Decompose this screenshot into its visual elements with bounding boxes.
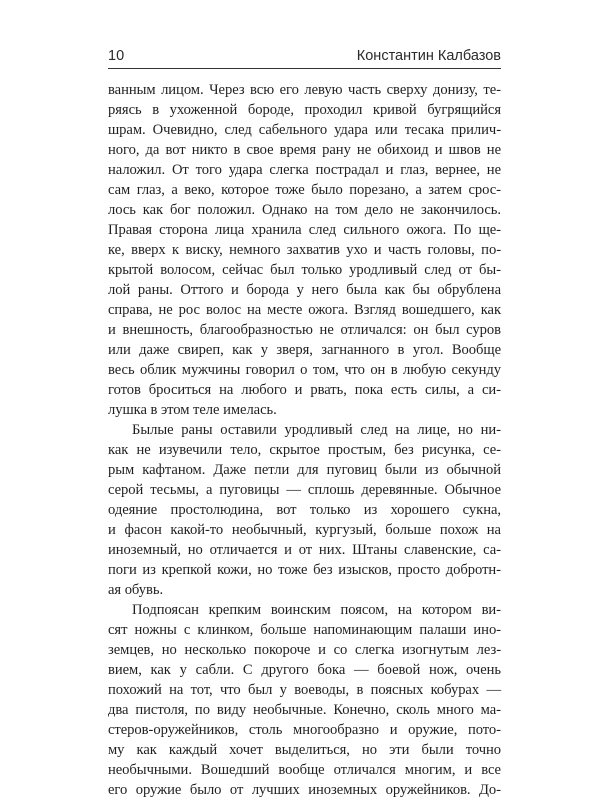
text-line: лушка в этом теле имелась. xyxy=(108,402,277,418)
text-line: одеяние простолюдина, вот только из хорошего сукна, xyxy=(108,502,501,518)
text-line: му как каждый хочет выделиться, но эти были точно xyxy=(108,742,501,758)
text-line: сят ножны с клинком, больше напоминающим палаши ино- xyxy=(108,622,501,638)
text-line: серой тесьмы, а пуговицы — сплошь деревянные. Обычное xyxy=(108,482,501,498)
text-line: или даже свиреп, как у зверя, загнанного в угол. Вообще xyxy=(108,342,501,358)
text-line: стеров-оружейников, столь многообразно и оружие, пото- xyxy=(108,722,501,738)
text-line: поги из крепкой кожи, но тоже без изысков, просто добротн- xyxy=(108,562,501,578)
text-line: сам глаз, а веко, которое тоже было порезано, а затем срос- xyxy=(108,182,501,198)
text-line: земцев, но несколько покороче и со слегка изогнутым лез- xyxy=(108,642,501,658)
text-line: лой раны. Оттого и борода у него была как бы обрублена xyxy=(108,282,501,298)
text-line: вием, как у сабли. С другого бока — боевой нож, очень xyxy=(108,662,501,678)
text-line: два пистоля, по виду необычные. Конечно, сколь много ма- xyxy=(108,702,501,718)
text-line: и внешность, благообразностью не отличался: он был суров xyxy=(108,322,501,338)
page-number: 10 xyxy=(108,48,125,64)
text-line: ряясь в ухоженной бороде, проходил кривой бугрящийся xyxy=(108,102,501,118)
body-text xyxy=(108,80,501,800)
text-line: справа, не рос волос на месте ожога. Взгляд вошедшего, как xyxy=(108,302,501,318)
text-line: иноземный, но отличается и от них. Штаны славенские, са- xyxy=(108,542,501,558)
text-line: наложил. От того удара слегка пострадал и глаз, вернее, не xyxy=(108,162,501,178)
text-line: и фасон какой-то необычный, кургузый, больше похож на xyxy=(108,522,501,538)
text-line: шрам. Очевидно, след сабельного удара или тесака прилич- xyxy=(108,122,501,138)
text-line: ного, да вот никто в свое время рану не обихоид и швов не xyxy=(108,142,501,158)
text-line: весь облик мужчины говорил о том, что он в любую секунду xyxy=(108,362,501,378)
header-rule xyxy=(108,68,501,69)
text-line: как не изувечили тело, скрытое простым, без рисунка, се- xyxy=(108,442,501,458)
text-line: необычными. Вошедший вообще отличался многим, и все xyxy=(108,762,501,778)
text-line: Подпоясан крепким воинским поясом, на котором ви- xyxy=(132,602,501,618)
text-line: Правая сторона лица хранила след сильного ожога. По ще- xyxy=(108,222,501,238)
text-line: Былые раны оставили уродливый след на лице, но ни- xyxy=(132,422,501,438)
text-line: его оружие было от лучших иноземных оружейников. До- xyxy=(108,782,501,798)
text-line: ая обувь. xyxy=(108,582,164,598)
text-line: ванным лицом. Через всю его левую часть сверху донизу, те- xyxy=(108,82,501,98)
text-line: лось как бог положил. Однако на том дело не закончилось. xyxy=(108,202,501,218)
author-name: Константин Калбазов xyxy=(356,48,501,64)
text-line: рым кафтаном. Даже петли для пуговиц были из обычной xyxy=(108,462,501,478)
text-line: похожий на тот, что был у воеводы, в поясных кобурах — xyxy=(108,682,501,698)
text-line: готов броситься на любого и рвать, пока есть силы, а си- xyxy=(108,382,501,398)
text-line: ке, вверх к виску, немного захватив ухо и часть головы, по- xyxy=(108,242,501,258)
running-header xyxy=(108,40,501,64)
text-line: крытой волосом, сейчас был только уродливый след от бы- xyxy=(108,262,501,278)
